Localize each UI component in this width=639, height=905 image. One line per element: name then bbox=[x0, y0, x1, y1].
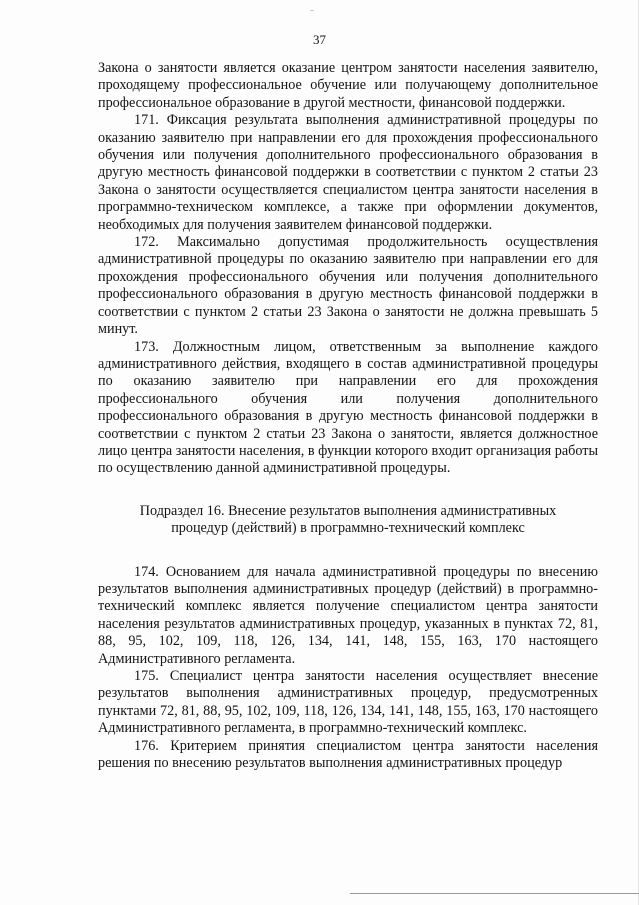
subsection-heading-line-2: процедур (действий) в программно-технический комплекс bbox=[171, 520, 525, 537]
paragraph-175: 175. Специалист центра занятости населения осуществляет внесение результатов выполнения административных процедур, предусмотренных пунктами 72, 81, 88, 95, 102, 109, 118, 126, 134, 141, 148, 155, 163, 170 настоящего Административного регламента, в программно-технический комплекс. bbox=[98, 668, 598, 737]
document-body bbox=[98, 60, 598, 772]
paragraph-176: 176. Критерием принятия специалистом центра занятости населения решения по внесению результатов выполнения административных процедур bbox=[98, 737, 598, 772]
page-number: 37 bbox=[313, 32, 326, 47]
subsection-heading-line-1: Подраздел 16. Внесение результатов выполнения административных bbox=[139, 502, 557, 519]
subsection-heading bbox=[98, 503, 598, 538]
scan-artifact-top bbox=[310, 10, 314, 11]
paragraph-173: 173. Должностным лицом, ответственным за выполнение каждого административного действия, входящего в состав административной процедуры по оказанию заявителю при направлении его для прохождения профессионального обучения или получения дополнительного профессионального образования в другую местность финансовой поддержки в соответствии с пунктом 2 статьи 23 Закона о занятости, является должностное лицо центра занятости населения, в функции которого входит организация работы по осуществлению данной административной процедуры. bbox=[98, 338, 598, 477]
paragraph-171: 171. Фиксация результата выполнения административной процедуры по оказанию заявителю при направлении его для прохождения профессионального обучения или получения дополнительного профессионального образования в другую местность финансовой поддержки в соответствии с пунктом 2 статьи 23 Закона о занятости осуществляется специалистом центра занятости населения в программно-техническом комплексе, а также при оформлении документов, необходимых для получения заявителем финансовой поддержки. bbox=[98, 112, 598, 233]
scan-artifact-bottom bbox=[350, 893, 639, 894]
paragraph-172: 172. Максимально допустимая продолжительность осуществления административной процедуры по оказанию заявителю при направлении его для прохождения профессионального обучения или получения дополнительного профессионального образования в другую местность финансовой поддержки в соответствии с пунктом 2 статьи 23 Закона о занятости не должна превышать 5 минут. bbox=[98, 234, 598, 338]
paragraph-continuation: Закона о занятости является оказание центром занятости населения заявителю, проходящему профессиональное обучение или получающему дополнительное профессиональное образование в другой местности, финансовой поддержки. bbox=[98, 60, 598, 111]
paragraph-174: 174. Основанием для начала административной процедуры по внесению результатов выполнения административных процедур (действий) в программно-технический комплекс является получение специалистом центра занятости населения результатов административных процедур, указанных в пунктах 72, 81, 88, 95, 102, 109, 118, 126, 134, 141, 148, 155, 163, 170 настоящего Административного регламента. bbox=[98, 563, 598, 667]
